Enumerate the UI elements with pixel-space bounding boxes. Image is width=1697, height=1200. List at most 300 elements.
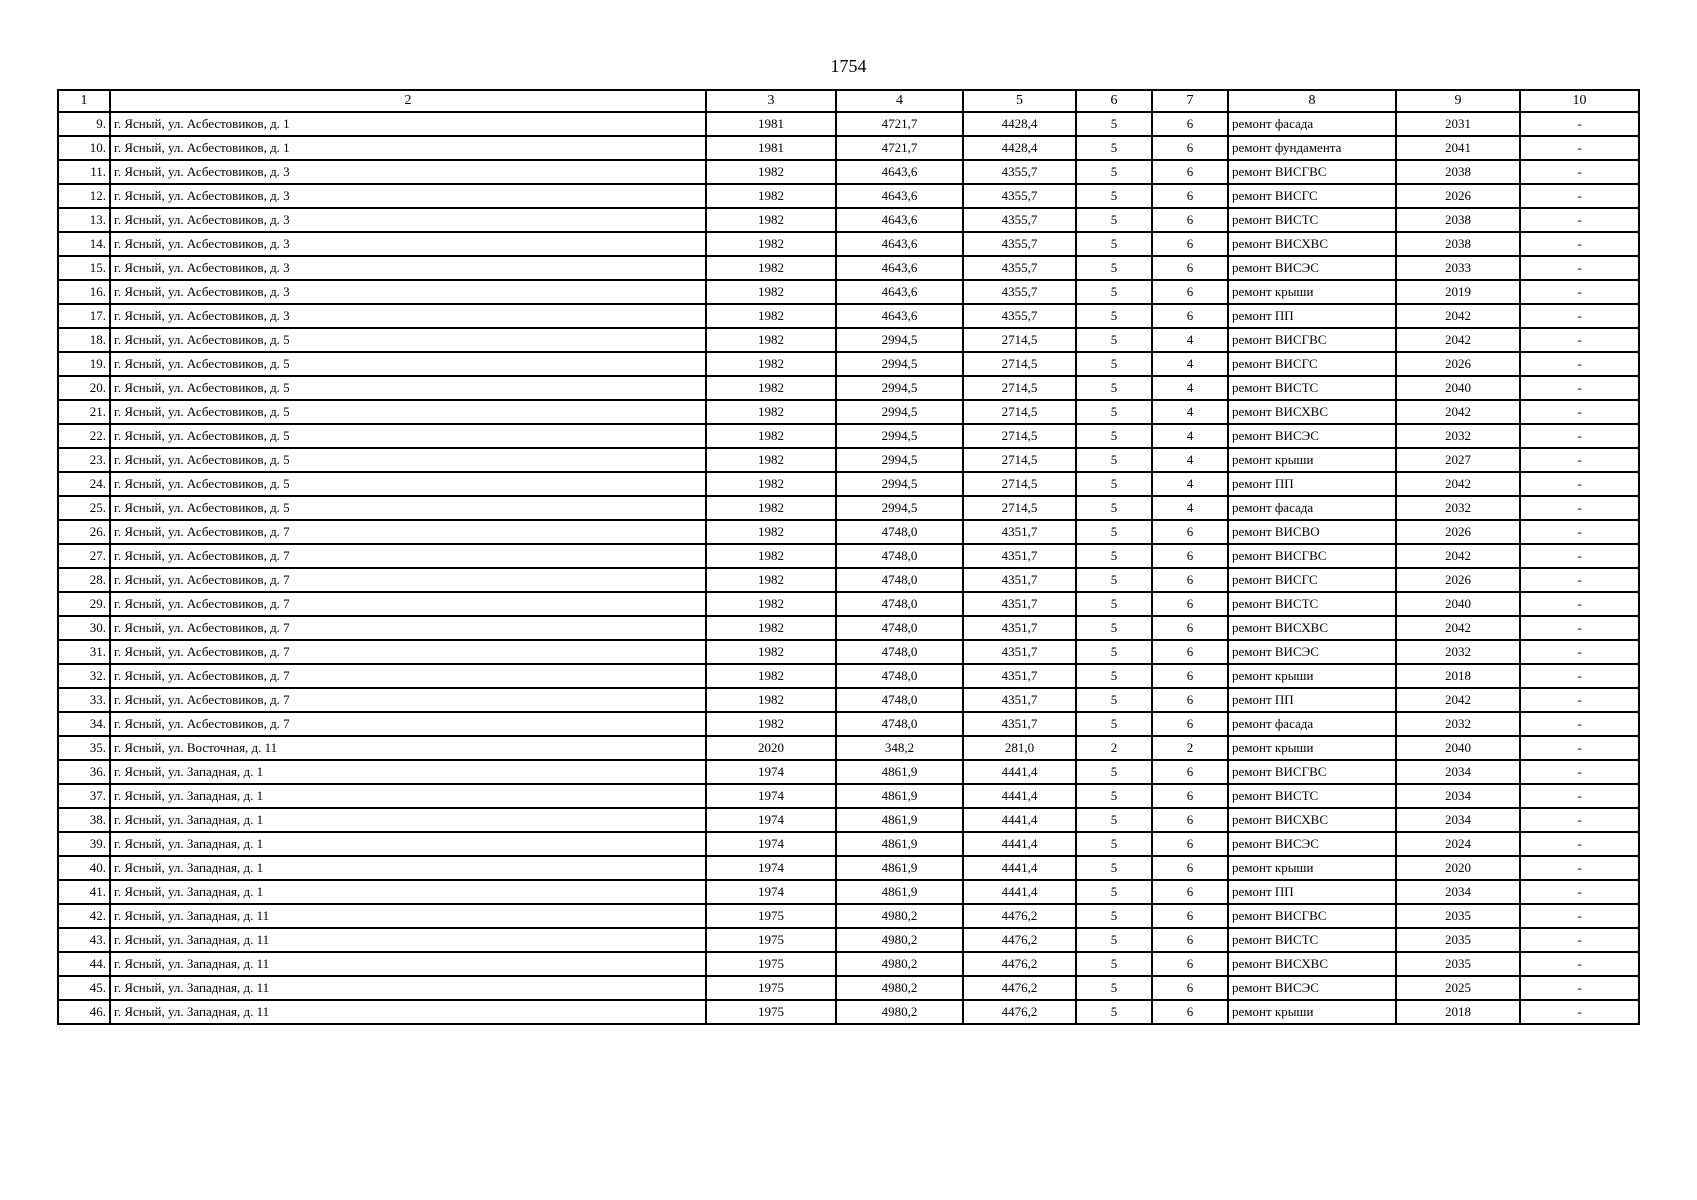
note-cell: - (1520, 544, 1639, 568)
living-area-cell: 4355,7 (963, 160, 1076, 184)
living-area-cell: 2714,5 (963, 424, 1076, 448)
work-type-cell: ремонт крыши (1228, 736, 1396, 760)
address-cell: г. Ясный, ул. Восточная, д. 11 (110, 736, 706, 760)
note-cell: - (1520, 232, 1639, 256)
floors-cell: 5 (1076, 808, 1152, 832)
entrances-cell: 4 (1152, 400, 1228, 424)
floors-cell: 5 (1076, 112, 1152, 136)
table-row (58, 112, 1639, 136)
floors-cell: 5 (1076, 976, 1152, 1000)
address-cell: г. Ясный, ул. Асбестовиков, д. 5 (110, 400, 706, 424)
total-area-cell: 4861,9 (836, 784, 963, 808)
note-cell: - (1520, 976, 1639, 1000)
address-cell: г. Ясный, ул. Асбестовиков, д. 3 (110, 232, 706, 256)
work-type-cell: ремонт фасада (1228, 496, 1396, 520)
note-cell: - (1520, 712, 1639, 736)
floors-cell: 5 (1076, 784, 1152, 808)
entrances-cell: 6 (1152, 232, 1228, 256)
build-year-cell: 1975 (706, 904, 836, 928)
floors-cell: 5 (1076, 376, 1152, 400)
entrances-cell: 6 (1152, 928, 1228, 952)
floors-cell: 5 (1076, 928, 1152, 952)
note-cell: - (1520, 160, 1639, 184)
note-cell: - (1520, 568, 1639, 592)
build-year-cell: 1982 (706, 472, 836, 496)
note-cell: - (1520, 280, 1639, 304)
row-number-cell: 24. (58, 472, 110, 496)
address-cell: г. Ясный, ул. Западная, д. 1 (110, 880, 706, 904)
address-cell: г. Ясный, ул. Западная, д. 1 (110, 808, 706, 832)
column-header: 2 (110, 90, 706, 112)
entrances-cell: 4 (1152, 472, 1228, 496)
row-number-cell: 15. (58, 256, 110, 280)
entrances-cell: 4 (1152, 448, 1228, 472)
table-row (58, 424, 1639, 448)
row-number-cell: 12. (58, 184, 110, 208)
work-type-cell: ремонт ВИСХВС (1228, 616, 1396, 640)
floors-cell: 5 (1076, 424, 1152, 448)
work-type-cell: ремонт ВИСВО (1228, 520, 1396, 544)
row-number-cell: 26. (58, 520, 110, 544)
living-area-cell: 4355,7 (963, 232, 1076, 256)
address-cell: г. Ясный, ул. Асбестовиков, д. 7 (110, 664, 706, 688)
total-area-cell: 2994,5 (836, 448, 963, 472)
row-number-cell: 36. (58, 760, 110, 784)
table-row (58, 592, 1639, 616)
build-year-cell: 1982 (706, 544, 836, 568)
column-header: 1 (58, 90, 110, 112)
work-type-cell: ремонт крыши (1228, 664, 1396, 688)
repair-schedule-table (57, 89, 1640, 1025)
planned-year-cell: 2032 (1396, 712, 1520, 736)
work-type-cell: ремонт крыши (1228, 448, 1396, 472)
planned-year-cell: 2038 (1396, 232, 1520, 256)
total-area-cell: 2994,5 (836, 472, 963, 496)
build-year-cell: 1982 (706, 376, 836, 400)
address-cell: г. Ясный, ул. Асбестовиков, д. 3 (110, 208, 706, 232)
total-area-cell: 2994,5 (836, 400, 963, 424)
build-year-cell: 1982 (706, 256, 836, 280)
living-area-cell: 4351,7 (963, 520, 1076, 544)
address-cell: г. Ясный, ул. Асбестовиков, д. 3 (110, 304, 706, 328)
living-area-cell: 4441,4 (963, 784, 1076, 808)
work-type-cell: ремонт ВИСГС (1228, 352, 1396, 376)
planned-year-cell: 2020 (1396, 856, 1520, 880)
note-cell: - (1520, 448, 1639, 472)
planned-year-cell: 2026 (1396, 568, 1520, 592)
table-row (58, 496, 1639, 520)
table-row (58, 736, 1639, 760)
entrances-cell: 6 (1152, 784, 1228, 808)
row-number-cell: 18. (58, 328, 110, 352)
living-area-cell: 2714,5 (963, 472, 1076, 496)
work-type-cell: ремонт ВИСЭС (1228, 976, 1396, 1000)
total-area-cell: 4748,0 (836, 592, 963, 616)
note-cell: - (1520, 784, 1639, 808)
planned-year-cell: 2034 (1396, 880, 1520, 904)
build-year-cell: 1974 (706, 760, 836, 784)
table-row (58, 1000, 1639, 1024)
total-area-cell: 2994,5 (836, 424, 963, 448)
living-area-cell: 4351,7 (963, 568, 1076, 592)
total-area-cell: 4748,0 (836, 688, 963, 712)
work-type-cell: ремонт ВИСГС (1228, 568, 1396, 592)
total-area-cell: 4721,7 (836, 136, 963, 160)
floors-cell: 5 (1076, 880, 1152, 904)
work-type-cell: ремонт ПП (1228, 304, 1396, 328)
floors-cell: 5 (1076, 568, 1152, 592)
planned-year-cell: 2018 (1396, 664, 1520, 688)
living-area-cell: 281,0 (963, 736, 1076, 760)
note-cell: - (1520, 808, 1639, 832)
floors-cell: 5 (1076, 136, 1152, 160)
note-cell: - (1520, 616, 1639, 640)
note-cell: - (1520, 760, 1639, 784)
table-body (58, 112, 1639, 1024)
build-year-cell: 1974 (706, 880, 836, 904)
note-cell: - (1520, 328, 1639, 352)
address-cell: г. Ясный, ул. Асбестовиков, д. 3 (110, 160, 706, 184)
floors-cell: 5 (1076, 232, 1152, 256)
build-year-cell: 1982 (706, 184, 836, 208)
row-number-cell: 43. (58, 928, 110, 952)
note-cell: - (1520, 112, 1639, 136)
work-type-cell: ремонт ВИСЭС (1228, 640, 1396, 664)
entrances-cell: 6 (1152, 280, 1228, 304)
table-row (58, 376, 1639, 400)
work-type-cell: ремонт ПП (1228, 688, 1396, 712)
row-number-cell: 16. (58, 280, 110, 304)
address-cell: г. Ясный, ул. Западная, д. 11 (110, 904, 706, 928)
work-type-cell: ремонт ВИСТС (1228, 784, 1396, 808)
living-area-cell: 4351,7 (963, 664, 1076, 688)
floors-cell: 5 (1076, 160, 1152, 184)
address-cell: г. Ясный, ул. Асбестовиков, д. 5 (110, 352, 706, 376)
floors-cell: 5 (1076, 760, 1152, 784)
work-type-cell: ремонт ВИСЭС (1228, 424, 1396, 448)
planned-year-cell: 2034 (1396, 808, 1520, 832)
total-area-cell: 348,2 (836, 736, 963, 760)
table-row (58, 688, 1639, 712)
planned-year-cell: 2040 (1396, 376, 1520, 400)
floors-cell: 5 (1076, 496, 1152, 520)
column-header: 10 (1520, 90, 1639, 112)
build-year-cell: 1982 (706, 712, 836, 736)
work-type-cell: ремонт ВИСХВС (1228, 400, 1396, 424)
note-cell: - (1520, 472, 1639, 496)
entrances-cell: 6 (1152, 520, 1228, 544)
floors-cell: 5 (1076, 1000, 1152, 1024)
floors-cell: 5 (1076, 904, 1152, 928)
entrances-cell: 6 (1152, 112, 1228, 136)
table-row (58, 232, 1639, 256)
row-number-cell: 14. (58, 232, 110, 256)
work-type-cell: ремонт ВИСГВС (1228, 544, 1396, 568)
entrances-cell: 6 (1152, 880, 1228, 904)
column-header: 5 (963, 90, 1076, 112)
table-row (58, 304, 1639, 328)
row-number-cell: 10. (58, 136, 110, 160)
table-row (58, 472, 1639, 496)
planned-year-cell: 2040 (1396, 736, 1520, 760)
living-area-cell: 4476,2 (963, 1000, 1076, 1024)
table-row (58, 160, 1639, 184)
total-area-cell: 4980,2 (836, 904, 963, 928)
entrances-cell: 6 (1152, 760, 1228, 784)
entrances-cell: 6 (1152, 1000, 1228, 1024)
total-area-cell: 4861,9 (836, 832, 963, 856)
total-area-cell: 4748,0 (836, 640, 963, 664)
living-area-cell: 4441,4 (963, 808, 1076, 832)
note-cell: - (1520, 520, 1639, 544)
note-cell: - (1520, 736, 1639, 760)
living-area-cell: 4355,7 (963, 304, 1076, 328)
planned-year-cell: 2026 (1396, 184, 1520, 208)
living-area-cell: 4441,4 (963, 880, 1076, 904)
build-year-cell: 2020 (706, 736, 836, 760)
table-row (58, 928, 1639, 952)
note-cell: - (1520, 184, 1639, 208)
note-cell: - (1520, 376, 1639, 400)
address-cell: г. Ясный, ул. Асбестовиков, д. 7 (110, 544, 706, 568)
row-number-cell: 38. (58, 808, 110, 832)
entrances-cell: 6 (1152, 304, 1228, 328)
entrances-cell: 6 (1152, 208, 1228, 232)
total-area-cell: 4861,9 (836, 856, 963, 880)
living-area-cell: 2714,5 (963, 376, 1076, 400)
floors-cell: 5 (1076, 832, 1152, 856)
build-year-cell: 1982 (706, 304, 836, 328)
living-area-cell: 4355,7 (963, 256, 1076, 280)
build-year-cell: 1982 (706, 424, 836, 448)
living-area-cell: 4441,4 (963, 832, 1076, 856)
living-area-cell: 4351,7 (963, 688, 1076, 712)
total-area-cell: 4980,2 (836, 976, 963, 1000)
floors-cell: 5 (1076, 400, 1152, 424)
planned-year-cell: 2042 (1396, 616, 1520, 640)
note-cell: - (1520, 424, 1639, 448)
entrances-cell: 6 (1152, 976, 1228, 1000)
table-row (58, 568, 1639, 592)
row-number-cell: 37. (58, 784, 110, 808)
living-area-cell: 4351,7 (963, 640, 1076, 664)
entrances-cell: 6 (1152, 184, 1228, 208)
entrances-cell: 6 (1152, 856, 1228, 880)
living-area-cell: 4355,7 (963, 184, 1076, 208)
work-type-cell: ремонт крыши (1228, 280, 1396, 304)
row-number-cell: 45. (58, 976, 110, 1000)
address-cell: г. Ясный, ул. Асбестовиков, д. 5 (110, 424, 706, 448)
row-number-cell: 32. (58, 664, 110, 688)
row-number-cell: 19. (58, 352, 110, 376)
address-cell: г. Ясный, ул. Асбестовиков, д. 5 (110, 496, 706, 520)
address-cell: г. Ясный, ул. Западная, д. 1 (110, 784, 706, 808)
total-area-cell: 4748,0 (836, 520, 963, 544)
note-cell: - (1520, 664, 1639, 688)
build-year-cell: 1982 (706, 352, 836, 376)
entrances-cell: 4 (1152, 496, 1228, 520)
planned-year-cell: 2035 (1396, 952, 1520, 976)
total-area-cell: 4861,9 (836, 880, 963, 904)
entrances-cell: 6 (1152, 904, 1228, 928)
table-row (58, 664, 1639, 688)
floors-cell: 5 (1076, 592, 1152, 616)
planned-year-cell: 2042 (1396, 544, 1520, 568)
work-type-cell: ремонт ВИСТС (1228, 928, 1396, 952)
address-cell: г. Ясный, ул. Западная, д. 1 (110, 856, 706, 880)
planned-year-cell: 2032 (1396, 424, 1520, 448)
table-row (58, 256, 1639, 280)
total-area-cell: 4861,9 (836, 808, 963, 832)
living-area-cell: 4351,7 (963, 712, 1076, 736)
row-number-cell: 9. (58, 112, 110, 136)
table-row (58, 328, 1639, 352)
work-type-cell: ремонт фасада (1228, 712, 1396, 736)
column-header: 9 (1396, 90, 1520, 112)
living-area-cell: 4441,4 (963, 856, 1076, 880)
build-year-cell: 1982 (706, 328, 836, 352)
build-year-cell: 1975 (706, 952, 836, 976)
planned-year-cell: 2042 (1396, 304, 1520, 328)
floors-cell: 5 (1076, 616, 1152, 640)
table-row (58, 136, 1639, 160)
row-number-cell: 27. (58, 544, 110, 568)
address-cell: г. Ясный, ул. Асбестовиков, д. 5 (110, 472, 706, 496)
living-area-cell: 2714,5 (963, 400, 1076, 424)
total-area-cell: 4643,6 (836, 160, 963, 184)
table-row (58, 616, 1639, 640)
floors-cell: 5 (1076, 688, 1152, 712)
table-row (58, 640, 1639, 664)
entrances-cell: 6 (1152, 136, 1228, 160)
build-year-cell: 1982 (706, 664, 836, 688)
floors-cell: 5 (1076, 448, 1152, 472)
work-type-cell: ремонт ВИСХВС (1228, 232, 1396, 256)
work-type-cell: ремонт ВИСХВС (1228, 808, 1396, 832)
work-type-cell: ремонт ВИСГВС (1228, 328, 1396, 352)
living-area-cell: 4476,2 (963, 952, 1076, 976)
floors-cell: 2 (1076, 736, 1152, 760)
table-row (58, 400, 1639, 424)
row-number-cell: 25. (58, 496, 110, 520)
address-cell: г. Ясный, ул. Асбестовиков, д. 7 (110, 712, 706, 736)
floors-cell: 5 (1076, 184, 1152, 208)
column-header: 6 (1076, 90, 1152, 112)
address-cell: г. Ясный, ул. Асбестовиков, д. 7 (110, 592, 706, 616)
column-header: 3 (706, 90, 836, 112)
entrances-cell: 6 (1152, 832, 1228, 856)
total-area-cell: 4748,0 (836, 664, 963, 688)
living-area-cell: 4476,2 (963, 976, 1076, 1000)
planned-year-cell: 2025 (1396, 976, 1520, 1000)
total-area-cell: 4721,7 (836, 112, 963, 136)
total-area-cell: 4980,2 (836, 928, 963, 952)
note-cell: - (1520, 640, 1639, 664)
build-year-cell: 1982 (706, 208, 836, 232)
table-row (58, 784, 1639, 808)
floors-cell: 5 (1076, 544, 1152, 568)
row-number-cell: 40. (58, 856, 110, 880)
floors-cell: 5 (1076, 856, 1152, 880)
table-row (58, 976, 1639, 1000)
planned-year-cell: 2026 (1396, 352, 1520, 376)
note-cell: - (1520, 880, 1639, 904)
entrances-cell: 6 (1152, 616, 1228, 640)
note-cell: - (1520, 688, 1639, 712)
living-area-cell: 4351,7 (963, 544, 1076, 568)
table-row (58, 544, 1639, 568)
address-cell: г. Ясный, ул. Асбестовиков, д. 3 (110, 280, 706, 304)
living-area-cell: 2714,5 (963, 448, 1076, 472)
total-area-cell: 4980,2 (836, 1000, 963, 1024)
table-row (58, 712, 1639, 736)
planned-year-cell: 2042 (1396, 328, 1520, 352)
living-area-cell: 4441,4 (963, 760, 1076, 784)
row-number-cell: 29. (58, 592, 110, 616)
work-type-cell: ремонт крыши (1228, 1000, 1396, 1024)
build-year-cell: 1982 (706, 592, 836, 616)
total-area-cell: 4748,0 (836, 616, 963, 640)
row-number-cell: 42. (58, 904, 110, 928)
living-area-cell: 2714,5 (963, 328, 1076, 352)
note-cell: - (1520, 856, 1639, 880)
address-cell: г. Ясный, ул. Асбестовиков, д. 5 (110, 328, 706, 352)
build-year-cell: 1975 (706, 976, 836, 1000)
total-area-cell: 4643,6 (836, 184, 963, 208)
planned-year-cell: 2034 (1396, 760, 1520, 784)
column-header: 7 (1152, 90, 1228, 112)
build-year-cell: 1975 (706, 928, 836, 952)
planned-year-cell: 2019 (1396, 280, 1520, 304)
note-cell: - (1520, 928, 1639, 952)
entrances-cell: 6 (1152, 664, 1228, 688)
table-row (58, 952, 1639, 976)
planned-year-cell: 2024 (1396, 832, 1520, 856)
entrances-cell: 6 (1152, 544, 1228, 568)
total-area-cell: 4643,6 (836, 280, 963, 304)
total-area-cell: 4643,6 (836, 232, 963, 256)
build-year-cell: 1982 (706, 448, 836, 472)
row-number-cell: 35. (58, 736, 110, 760)
total-area-cell: 2994,5 (836, 496, 963, 520)
total-area-cell: 4748,0 (836, 544, 963, 568)
total-area-cell: 4643,6 (836, 208, 963, 232)
build-year-cell: 1982 (706, 400, 836, 424)
note-cell: - (1520, 304, 1639, 328)
living-area-cell: 4476,2 (963, 904, 1076, 928)
table-row (58, 520, 1639, 544)
work-type-cell: ремонт ПП (1228, 472, 1396, 496)
address-cell: г. Ясный, ул. Асбестовиков, д. 5 (110, 448, 706, 472)
entrances-cell: 6 (1152, 808, 1228, 832)
note-cell: - (1520, 1000, 1639, 1024)
table-row (58, 184, 1639, 208)
total-area-cell: 4980,2 (836, 952, 963, 976)
work-type-cell: ремонт ВИСТС (1228, 592, 1396, 616)
row-number-cell: 46. (58, 1000, 110, 1024)
table-row (58, 352, 1639, 376)
total-area-cell: 2994,5 (836, 328, 963, 352)
build-year-cell: 1981 (706, 112, 836, 136)
living-area-cell: 4355,7 (963, 280, 1076, 304)
planned-year-cell: 2034 (1396, 784, 1520, 808)
planned-year-cell: 2026 (1396, 520, 1520, 544)
entrances-cell: 2 (1152, 736, 1228, 760)
work-type-cell: ремонт ВИСТС (1228, 376, 1396, 400)
row-number-cell: 31. (58, 640, 110, 664)
build-year-cell: 1974 (706, 808, 836, 832)
note-cell: - (1520, 904, 1639, 928)
